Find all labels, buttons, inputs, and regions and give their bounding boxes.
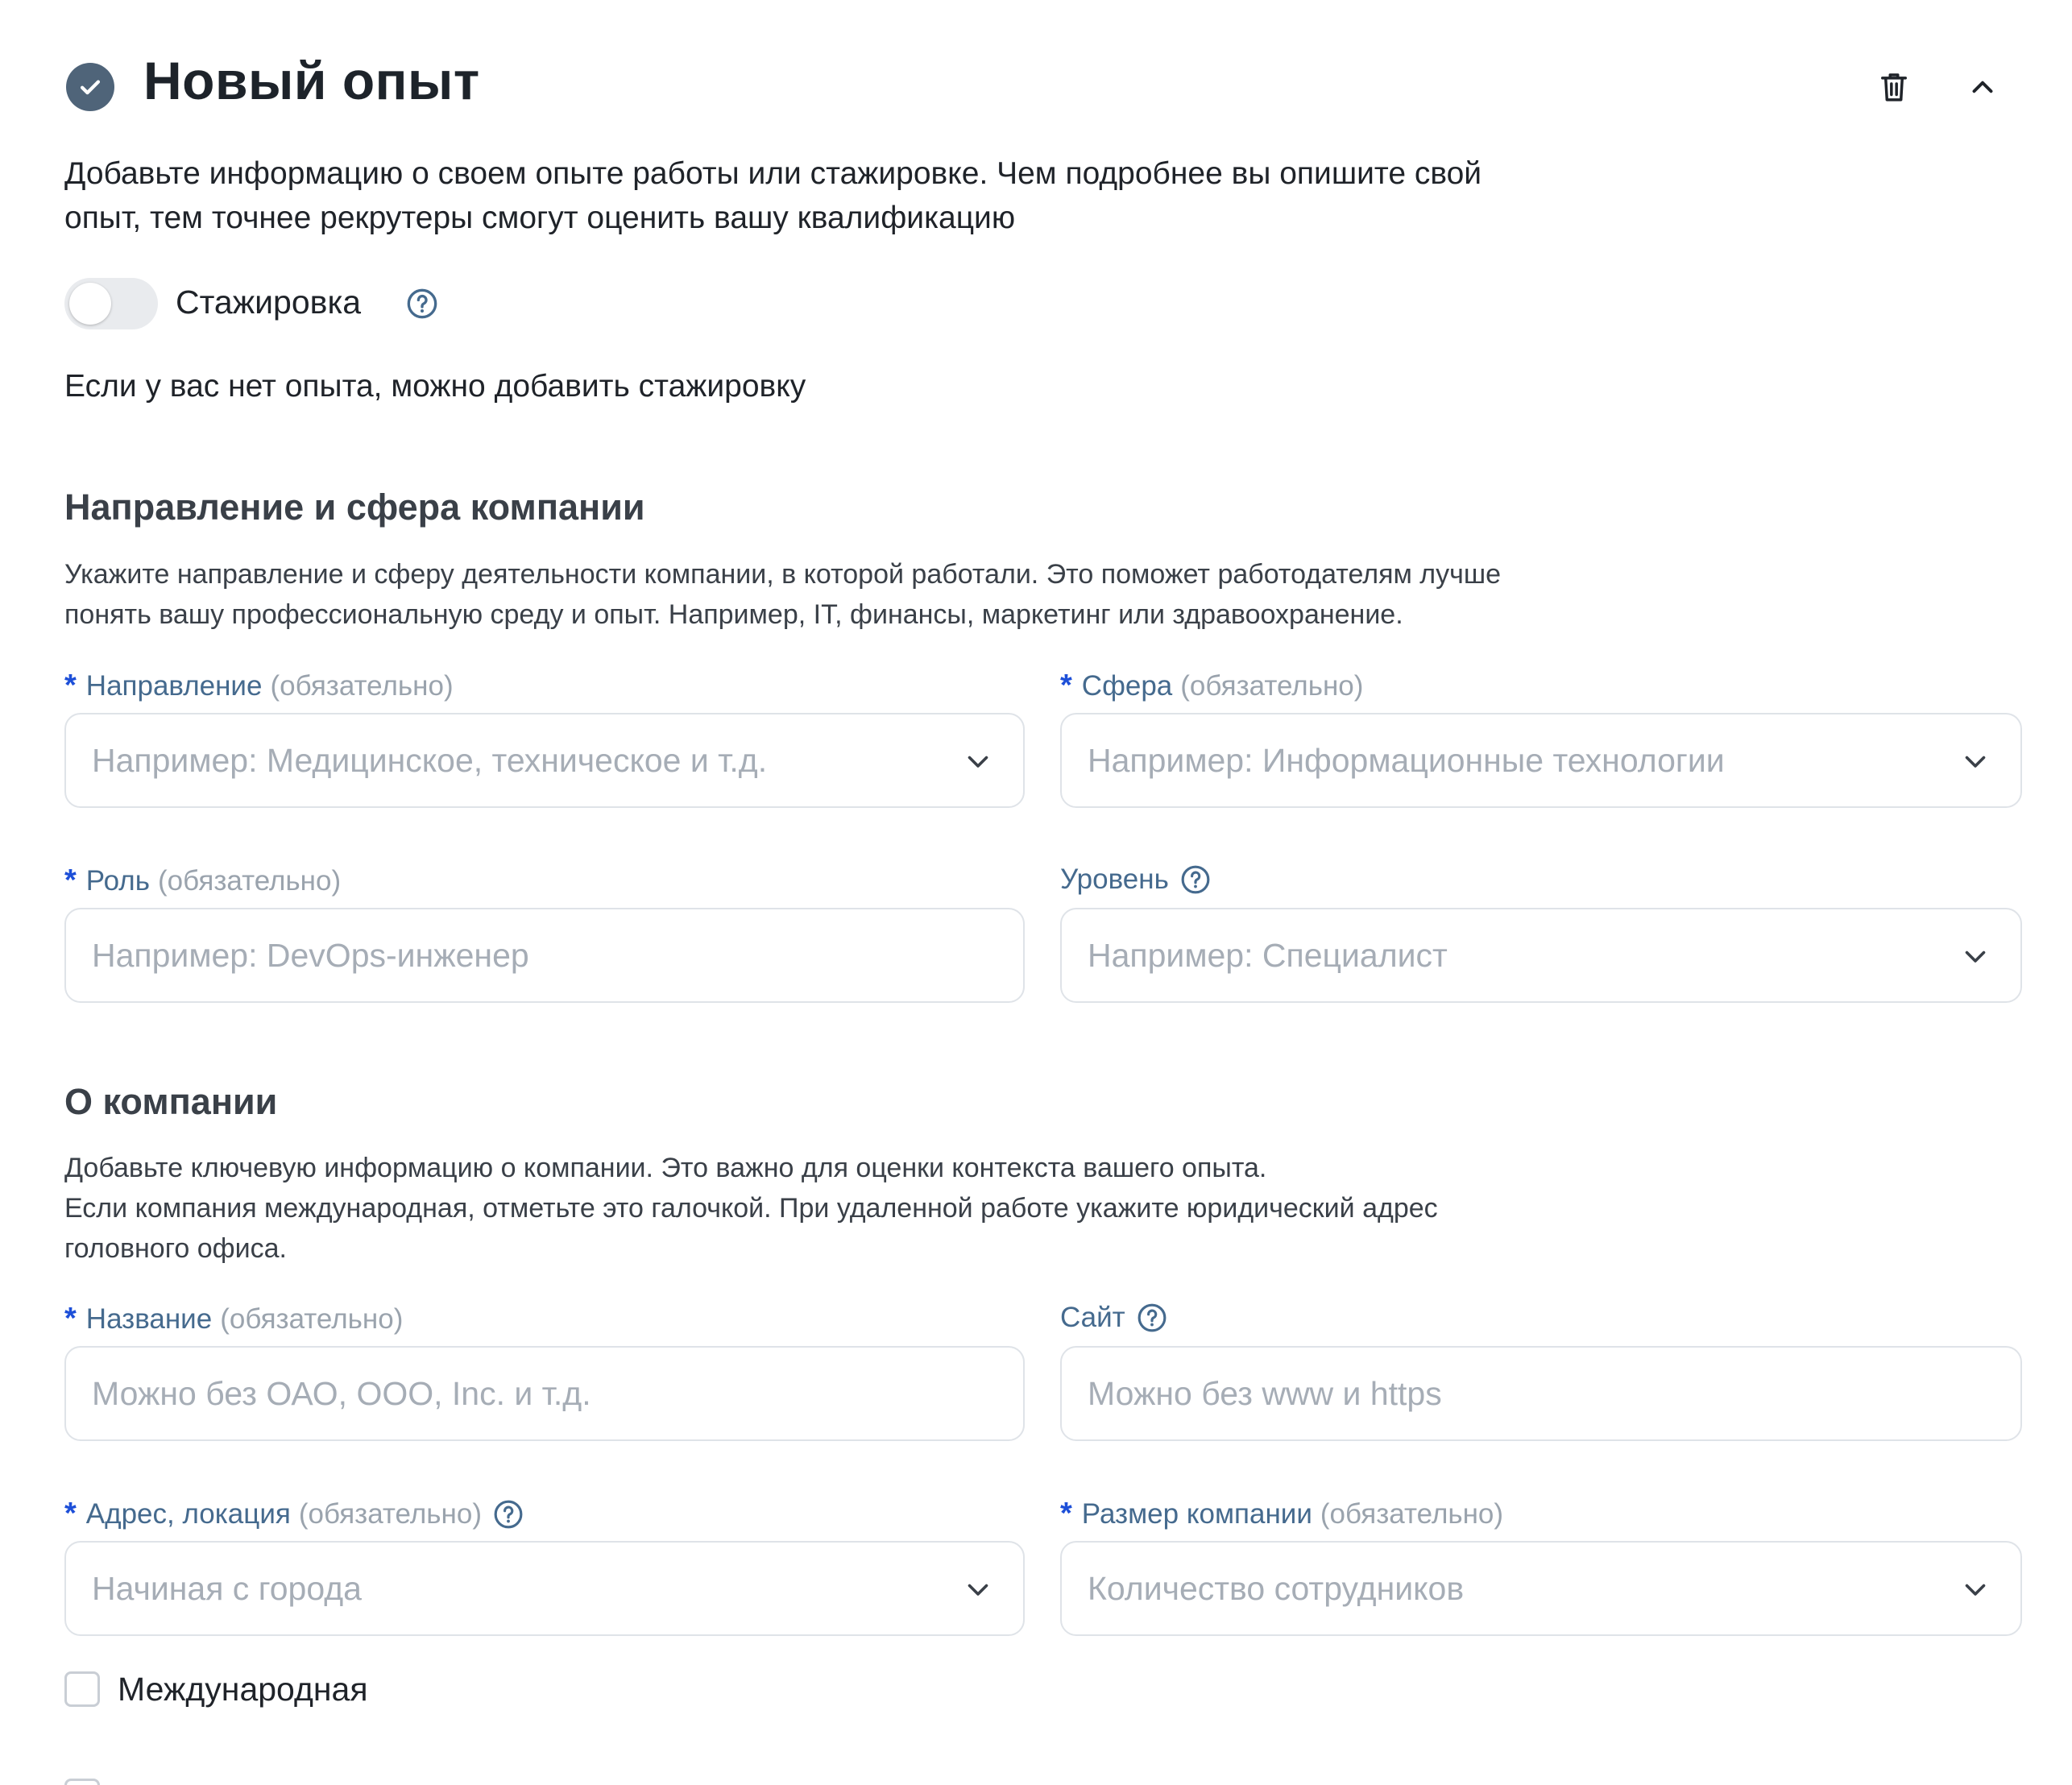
company-name-label-text: Название — [85, 1303, 213, 1335]
role-input[interactable] — [92, 909, 994, 1001]
required-note: (обязательно) — [220, 1303, 404, 1335]
intro-line-2: опыт, тем точнее рекрутеры смогут оценить вашу квалификацию — [64, 201, 1016, 235]
direction-input[interactable] — [92, 714, 946, 806]
level-label-text: Уровень — [1060, 864, 1169, 895]
company-section-title: О компании — [64, 1081, 278, 1122]
site-input[interactable] — [1088, 1348, 1990, 1439]
intro-text — [64, 151, 1756, 240]
chevron-down-icon — [963, 747, 992, 776]
chevron-down-icon — [963, 1575, 992, 1604]
company-size-select[interactable] — [1060, 1541, 2022, 1636]
international-checkbox[interactable] — [64, 1671, 100, 1707]
intro-line-1: Добавьте информацию о своем опыте работы или стажировке. Чем подробнее вы опишите свой — [64, 156, 1482, 191]
chevron-up-icon — [1968, 72, 1997, 101]
address-select[interactable] — [64, 1541, 1025, 1636]
chevron-down-icon — [1961, 747, 1990, 776]
required-mark: * — [64, 864, 77, 897]
toggle-knob — [69, 283, 111, 325]
direction-desc-line-1: Укажите направление и сферу деятельности компании, в которой работали. Это поможет работодателям лучше — [64, 559, 1502, 590]
company-name-field[interactable] — [64, 1346, 1025, 1441]
delete-button[interactable] — [1866, 59, 1922, 115]
level-label — [1060, 864, 1211, 896]
required-mark: * — [64, 1302, 77, 1336]
check-circle-icon — [66, 63, 114, 111]
company-desc-line-3: головного офиса. — [64, 1233, 287, 1264]
sphere-label — [1060, 669, 1363, 703]
help-icon[interactable] — [406, 288, 438, 320]
company-name-label — [64, 1302, 403, 1336]
sphere-select[interactable] — [1060, 713, 2022, 808]
direction-label-text: Направление — [85, 669, 263, 702]
internship-toggle[interactable] — [64, 278, 158, 329]
required-mark: * — [1060, 669, 1072, 702]
required-note: (обязательно) — [298, 1497, 482, 1530]
level-input[interactable] — [1088, 909, 1941, 1001]
role-label — [64, 864, 341, 898]
sphere-input[interactable] — [1088, 714, 1941, 806]
site-label — [1060, 1302, 1167, 1334]
required-mark: * — [64, 1497, 77, 1530]
direction-desc-line-2: понять вашу профессиональную среду и опыт. Например, IT, финансы, маркетинг или здравоохранение. — [64, 599, 1403, 630]
trash-icon — [1879, 70, 1909, 104]
site-field[interactable] — [1060, 1346, 2022, 1441]
company-size-label — [1060, 1497, 1503, 1531]
next-checkbox-partial[interactable] — [64, 1779, 100, 1785]
level-select[interactable] — [1060, 908, 2022, 1003]
help-icon[interactable] — [1180, 864, 1211, 895]
required-mark: * — [64, 669, 77, 702]
help-icon[interactable] — [493, 1499, 524, 1530]
direction-section-title: Направление и сфера компании — [64, 487, 645, 528]
sphere-label-text: Сфера — [1081, 669, 1173, 702]
page-title: Новый опыт — [143, 51, 480, 110]
chevron-down-icon — [1961, 942, 1990, 971]
direction-section-desc — [64, 554, 1756, 635]
required-note: (обязательно) — [157, 864, 342, 897]
internship-toggle-label: Стажировка — [176, 284, 362, 321]
international-checkbox-label: Международная — [118, 1671, 368, 1708]
address-label-text: Адрес, локация — [85, 1497, 291, 1530]
collapse-button[interactable] — [1954, 59, 2011, 115]
site-label-text: Сайт — [1060, 1302, 1125, 1333]
role-label-text: Роль — [85, 864, 150, 897]
direction-label — [64, 669, 454, 703]
role-field[interactable] — [64, 908, 1025, 1003]
company-desc-line-1: Добавьте ключевую информацию о компании. Это важно для оценки контекста вашего опыта. — [64, 1153, 1267, 1183]
company-section-desc — [64, 1148, 1756, 1269]
company-size-label-text: Размер компании — [1081, 1497, 1312, 1530]
required-note: (обязательно) — [1320, 1497, 1504, 1530]
address-input[interactable] — [92, 1543, 946, 1634]
internship-hint: Если у вас нет опыта, можно добавить стажировку — [64, 369, 806, 404]
chevron-down-icon — [1961, 1575, 1990, 1604]
required-note: (обязательно) — [270, 669, 454, 702]
company-name-input[interactable] — [92, 1348, 994, 1439]
company-size-input[interactable] — [1088, 1543, 1941, 1634]
company-desc-line-2: Если компания международная, отметьте это галочкой. При удаленной работе укажите юридический адрес — [64, 1193, 1438, 1224]
address-label — [64, 1497, 524, 1531]
required-mark: * — [1060, 1497, 1072, 1530]
help-icon[interactable] — [1137, 1303, 1167, 1333]
direction-select[interactable] — [64, 713, 1025, 808]
required-note: (обязательно) — [1180, 669, 1364, 702]
